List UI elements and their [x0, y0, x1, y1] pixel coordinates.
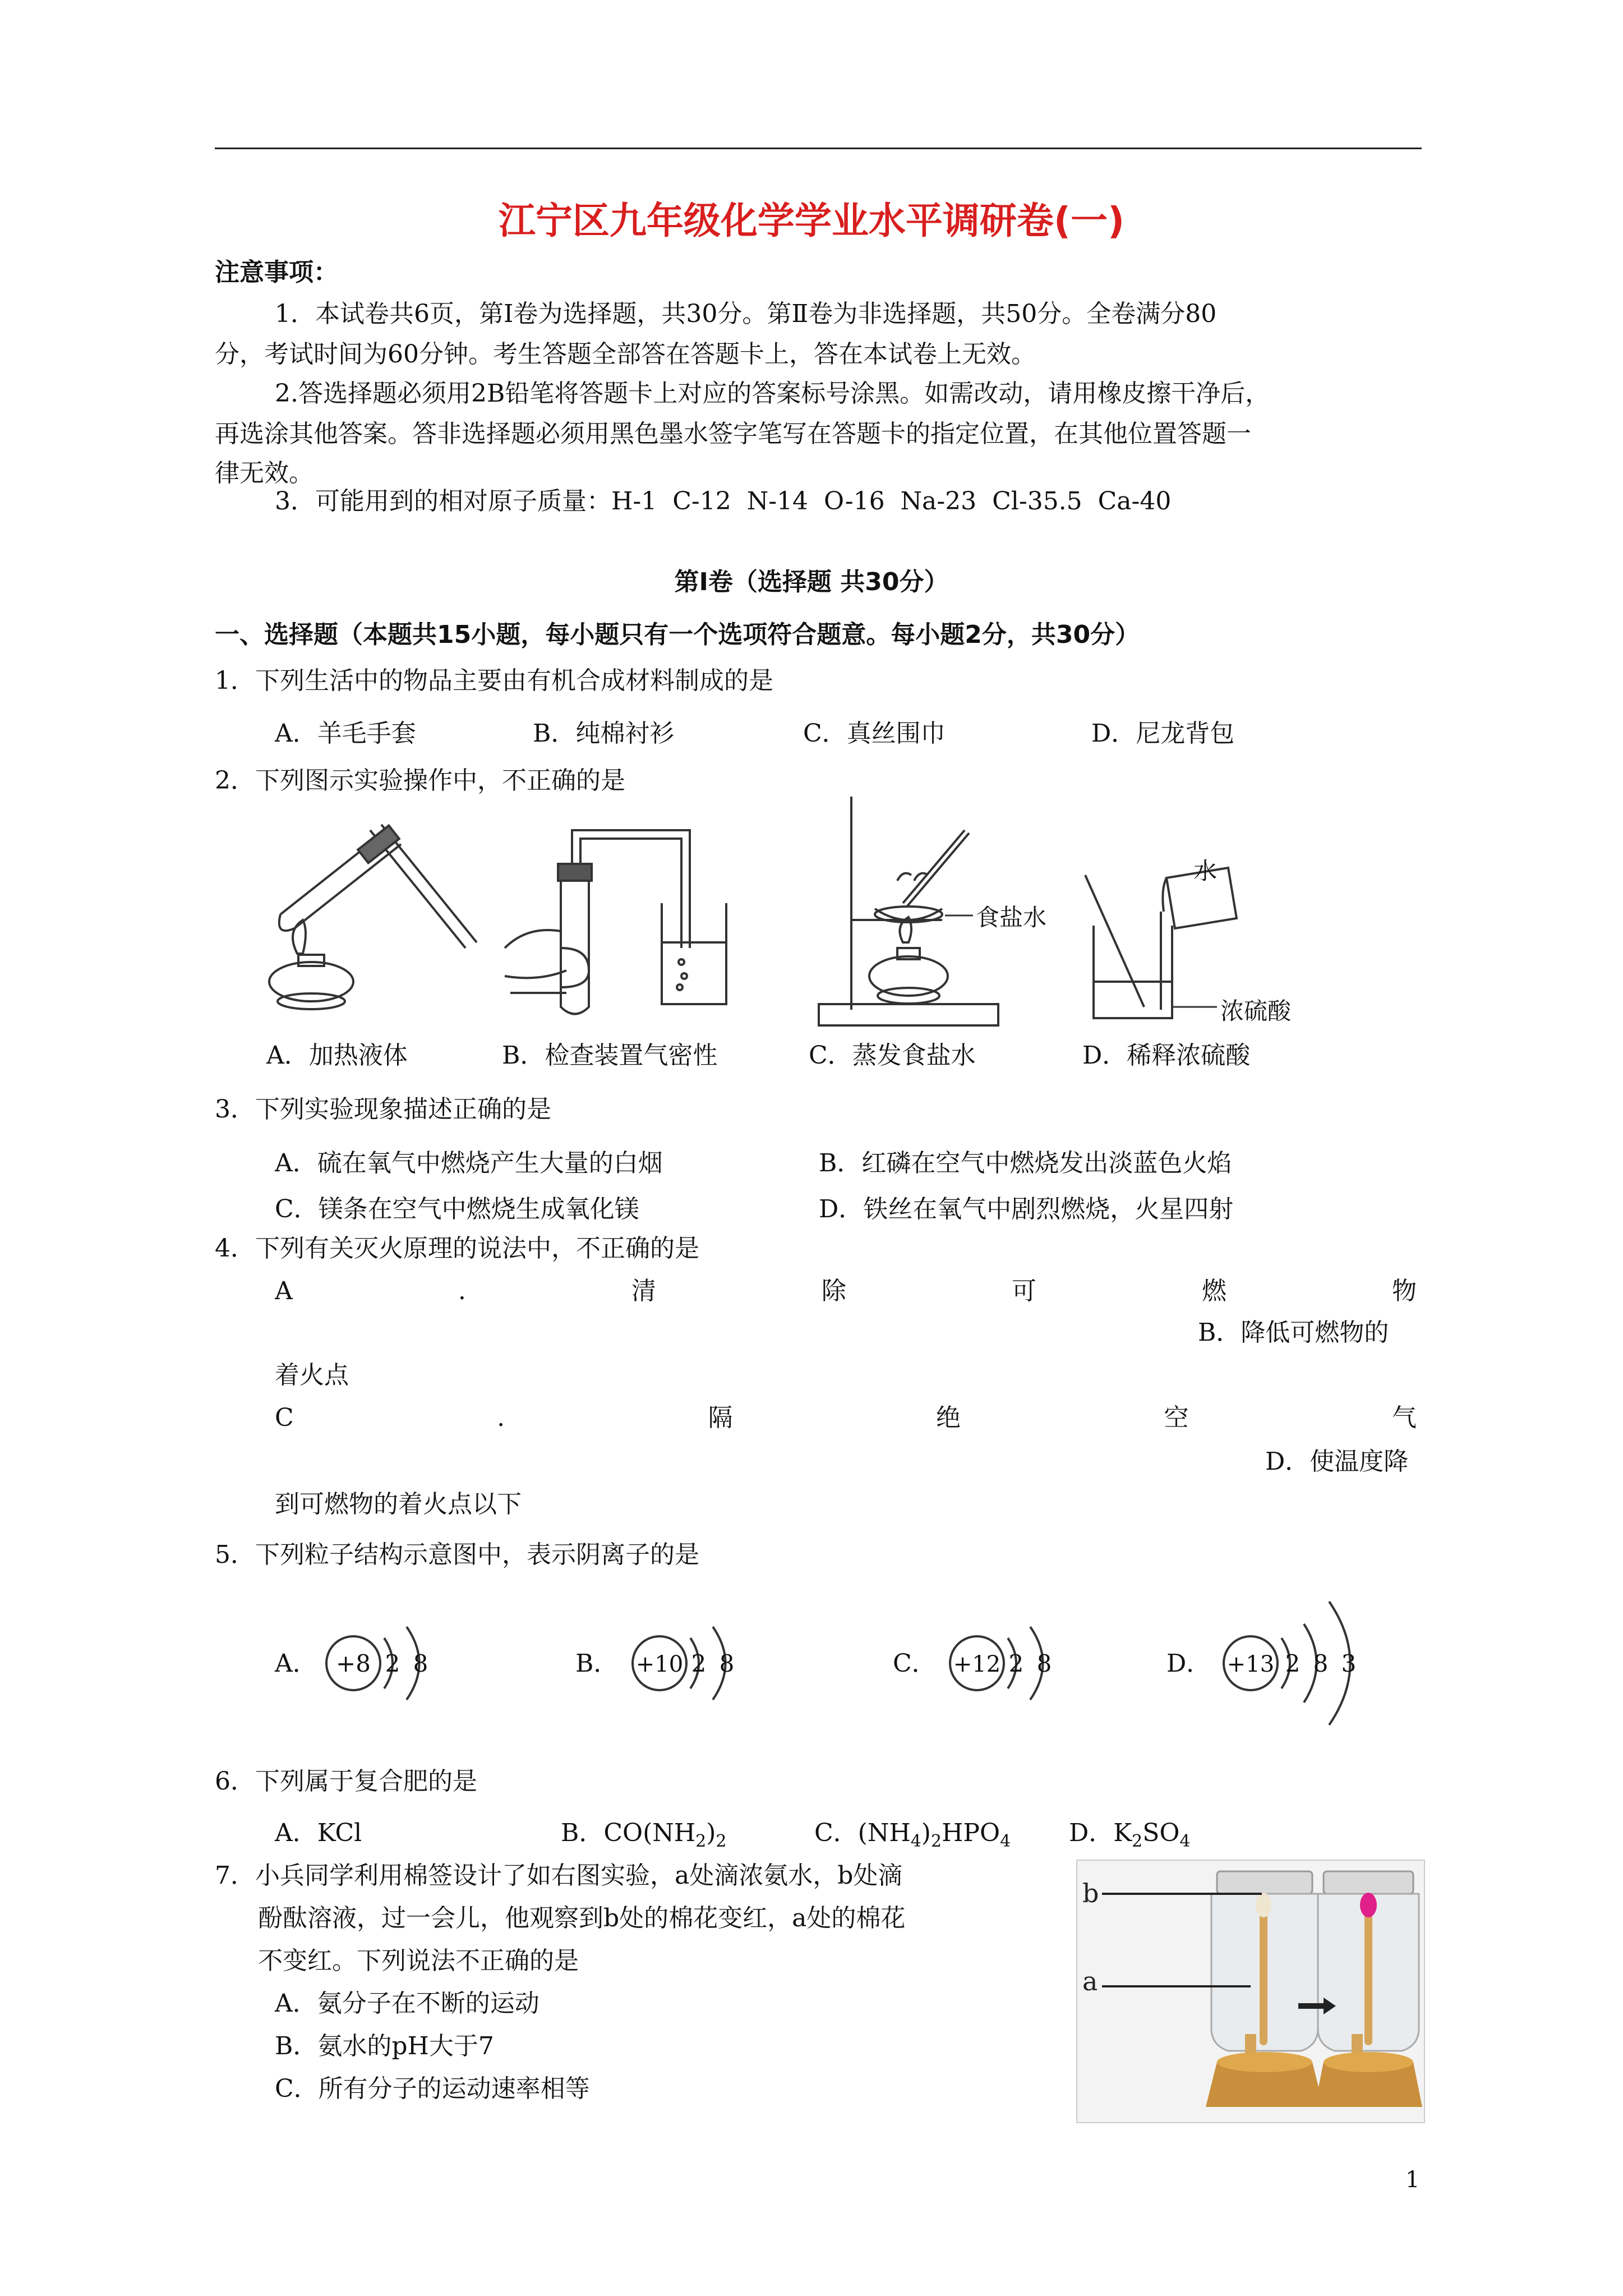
notice-line-4: 再选涂其他答案。答非选择题必须用黑色墨水签字笔写在答题卡的指定位置，在其他位置答题一: [215, 420, 1251, 448]
notice-line-2: 分，考试时间为60分钟。考生答题全部答在答题卡上，答在本试卷上无效。: [215, 340, 1036, 369]
q4-line-6: 到可燃物的着火点以下: [275, 1490, 522, 1519]
q3-option-b: B．红磷在空气中燃烧发出淡蓝色火焰: [819, 1149, 1232, 1177]
q7-option-c: C．所有分子的运动速率相等: [275, 2074, 590, 2103]
shell-a-2: 8: [413, 1650, 428, 1677]
atom-diagram-c: [938, 1616, 1083, 1711]
air-tightness-figure: [494, 808, 729, 1021]
notice-line-1: 1．本试卷共6页，第Ⅰ卷为选择题，共30分。第Ⅱ卷为非选择题，共50分。全卷满分80: [275, 300, 1217, 328]
q7-stem-line-1: 7．小兵同学利用棉签设计了如右图实验，a处滴浓氨水，b处滴: [215, 1861, 903, 1890]
q1-stem: 1．下列生活中的物品主要由有机合成材料制成的是: [215, 666, 773, 695]
q3-option-d: D．铁丝在氧气中剧烈燃烧，火星四射: [819, 1195, 1234, 1223]
nucleus-c: +12: [953, 1651, 1001, 1677]
q7-stem-line-3: 不变红。下列说法不正确的是: [258, 1947, 579, 1975]
q5-stem: 5．下列粒子结构示意图中，表示阴离子的是: [215, 1540, 699, 1569]
q4-line-2: B．降低可燃物的: [1198, 1318, 1389, 1347]
q3-option-c: C．镁条在空气中燃烧生成氧化镁: [275, 1195, 639, 1223]
heating-liquid-figure: [264, 808, 477, 1021]
q5-option-a-label: A．: [275, 1649, 317, 1678]
q4-line-4: C . 隔 绝 空 气: [275, 1404, 1417, 1432]
notice-line-5: 律无效。: [215, 459, 313, 487]
q6-stem: 6．下列属于复合肥的是: [215, 1767, 477, 1796]
atom-diagram-a: [314, 1616, 460, 1711]
shell-d-2: 8: [1313, 1650, 1329, 1677]
page-number: 1: [1405, 2167, 1420, 2193]
q6-option-a: A．KCl: [275, 1819, 362, 1847]
q6-option-d: D．$K_2SO_4$: [1069, 1819, 1191, 1851]
shell-c-2: 8: [1036, 1650, 1052, 1677]
q3-stem: 3．下列实验现象描述正确的是: [215, 1095, 551, 1124]
nucleus-a: +8: [336, 1650, 371, 1677]
label-sulfuric-acid: 浓硫酸: [1220, 997, 1292, 1025]
q4-stem: 4．下列有关灭火原理的说法中，不正确的是: [215, 1234, 699, 1263]
nucleus-b: +10: [635, 1651, 684, 1677]
section-heading: 一、选择题（本题共15小题，每小题只有一个选项符合题意。每小题2分，共30分）: [215, 620, 1140, 649]
label-water: 水: [1193, 857, 1218, 885]
q6-option-b: B．$CO(NH_2)_2$: [561, 1819, 727, 1851]
atom-diagram-d: [1211, 1582, 1391, 1745]
header-rule: [215, 148, 1422, 149]
q3-option-a: A．硫在氧气中燃烧产生大量的白烟: [275, 1149, 663, 1177]
q2-option-b: B．检查装置气密性: [502, 1041, 718, 1070]
q2-option-d: D．稀释浓硫酸: [1082, 1041, 1251, 1070]
shell-b-2: 8: [719, 1650, 735, 1677]
q7-option-b: B．氨水的pH大于7: [275, 2032, 494, 2060]
page-title: 江宁区九年级化学学业水平调研卷(一): [498, 199, 1125, 242]
q1-option-d: D．尼龙背包: [1091, 719, 1235, 748]
shell-c-1: 2: [1008, 1650, 1024, 1677]
nucleus-d: +13: [1227, 1651, 1275, 1677]
q7-stem-line-2: 酚酞溶液，过一会儿，他观察到b处的棉花变红，a处的棉花: [258, 1904, 906, 1932]
q6-option-c: C．$(NH_4)_2HPO_4$: [814, 1819, 1011, 1851]
shell-a-1: 2: [385, 1650, 400, 1677]
q2-option-c: C．蒸发食盐水: [809, 1041, 976, 1070]
q5-option-b-label: B．: [575, 1649, 619, 1678]
part1-heading: 第Ⅰ卷（选择题 共30分）: [674, 568, 949, 596]
q2-stem: 2．下列图示实验操作中，不正确的是: [215, 766, 625, 795]
notice-heading: 注意事项：: [215, 258, 338, 287]
q4-line-5: D．使温度降: [1265, 1447, 1409, 1476]
q1-option-b: B．纯棉衬衫: [533, 719, 675, 748]
label-salt-water: 食盐水: [976, 904, 1047, 931]
notice-line-3: 2.答选择题必须用2B铅笔将答题卡上对应的答案标号涂黑。如需改动，请用橡皮擦干净后，: [275, 379, 1270, 408]
q5-option-c-label: C．: [893, 1649, 937, 1678]
notice-line-6: 3．可能用到的相对原子质量：H-1 C-12 N-14 O-16 Na-23 Cl-35.5 Ca-40: [275, 487, 1172, 516]
q1-option-a: A．羊毛手套: [275, 719, 416, 748]
shell-d-3: 3: [1341, 1650, 1357, 1677]
q4-line-1: A . 清 除 可 燃 物: [275, 1277, 1417, 1305]
shell-b-1: 2: [691, 1650, 707, 1677]
atom-diagram-b: [620, 1616, 766, 1711]
q2-option-a: A．加热液体: [266, 1041, 408, 1070]
shell-d-1: 2: [1285, 1650, 1301, 1677]
q4-line-3: 着火点: [275, 1361, 349, 1389]
label-a: a: [1082, 1966, 1098, 1996]
q5-option-d-label: D．: [1166, 1649, 1211, 1678]
label-b: b: [1082, 1878, 1099, 1908]
cotton-swab-experiment-figure: [1077, 1860, 1424, 2124]
q1-option-c: C．真丝围巾: [803, 719, 946, 748]
q7-option-a: A．氨分子在不断的运动: [275, 1989, 540, 2018]
